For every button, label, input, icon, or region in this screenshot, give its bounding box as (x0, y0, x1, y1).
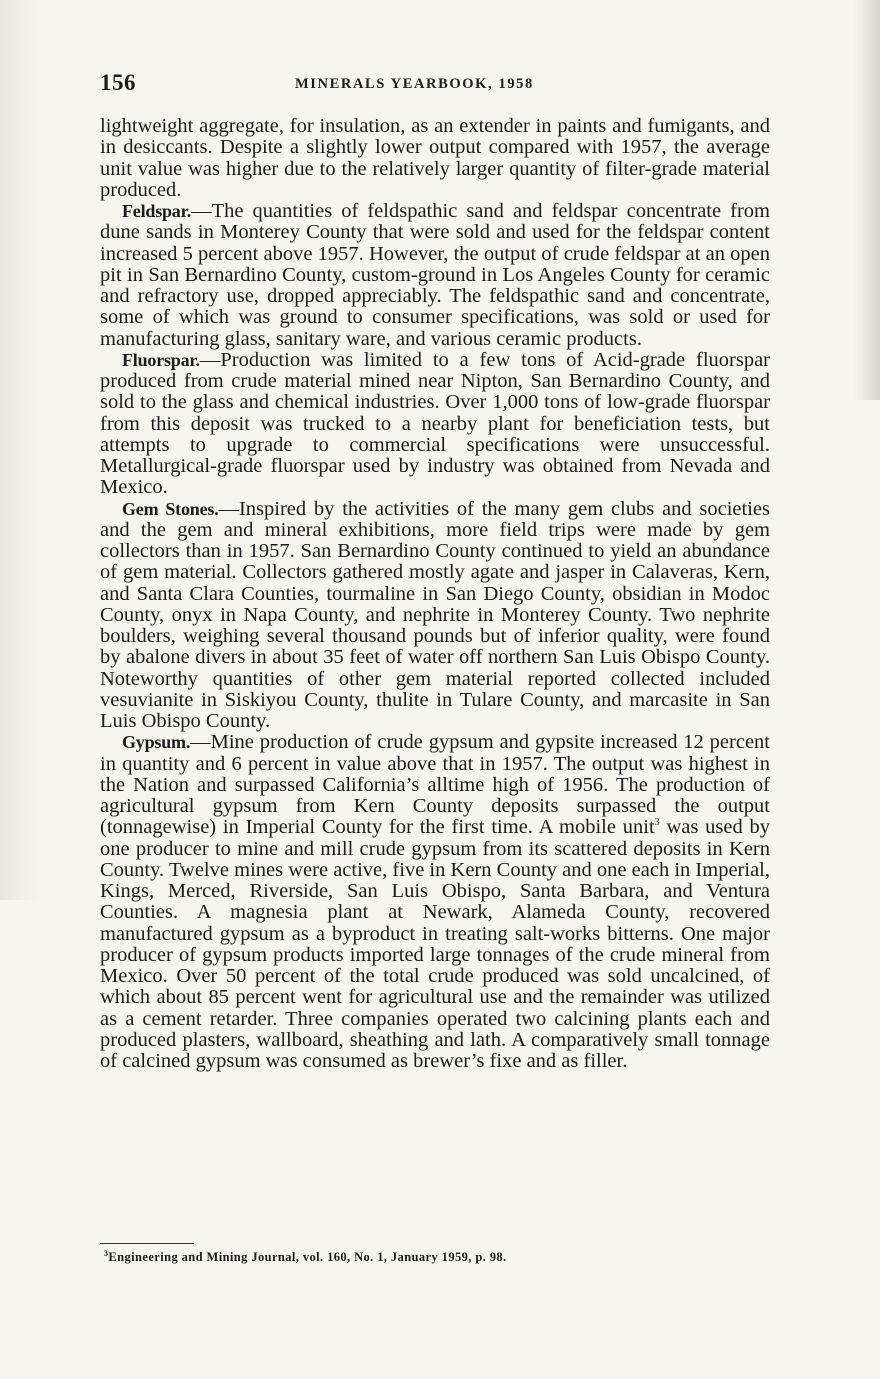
page-number: 156 (100, 70, 136, 95)
paragraph-feldspar (100, 201, 770, 350)
section-heading-feldspar: Feldspar. (122, 201, 192, 221)
footnote-divider (100, 1243, 194, 1244)
section-heading-gem-stones: Gem Stones. (122, 498, 219, 519)
body-text (100, 116, 770, 1072)
paragraph-gem-stones (100, 499, 770, 733)
paragraph-continuation (100, 116, 770, 201)
paragraph-gypsum (100, 732, 770, 1072)
paragraph-fluorspar (100, 350, 770, 499)
paragraph-text: —The quantities of feldspathic sand and feldspar concentrate from dune sands in Monterey County that were sold and used for the feldspar content increased 5 percent above 1957. However, the output of crude feldspar at an open pit in San Bernardino County, custom-ground in Los Angeles County for ceramic and refractory use, dropped appreciably. The feldspathic sand and concentrate, some of which was ground to consumer specifications, was sold or used for manufacturing glass, sanitary ware, and various ceramic products. (100, 200, 770, 350)
scan-edge-shadow-left (0, 0, 40, 900)
running-head: MINERALS YEARBOOK, 1958 (295, 76, 534, 92)
paragraph-text: lightweight aggregate, for insulation, as an extender in paints and fumigants, and in desiccants. Despite a slightly lower output compared with 1957, the average unit value was higher due to the relatively larger quantity of filter-grade material produced. (100, 115, 770, 201)
page-header (100, 70, 770, 106)
footnote-reference: 3 (654, 817, 660, 829)
paragraph-text: was used by one producer to mine and mill crude gypsum from its scattered deposits in Kern County. Twelve mines were active, five in Kern County and one each in Imperial, Kings, Merced, Riverside, San Luis Obispo, Santa Barbara, and Ventura Counties. A magnesia plant at Newark, Alameda County, recovered manufactured gypsum as a byproduct in treating salt-works bitterns. One major producer of gypsum products imported large tonnages of the crude mineral from Mexico. Over 50 percent of the total crude produced was sold uncalcined, of which about 85 percent went for agricultural use and the remainder was utilized as a cement retarder. Three companies operated two calcining plants each and produced plasters, wallboard, sheathing and lath. A comparatively small tonnage of calcined gypsum was consumed as brewer’s fixe and as filler. (100, 816, 770, 1072)
paragraph-text: —Production was limited to a few tons of Acid-grade fluorspar produced from crude material mined near Nipton, San Bernardino County, and sold to the glass and chemical industries. Over 1,000 tons of low-grade fluorspar from this deposit was trucked to a nearby plant for beneficiation tests, but attempts to upgrade to commercial specifications were unsuccessful. Metallurgical-grade fluorspar used by industry was obtained from Nevada and Mexico. (100, 348, 770, 499)
scan-edge-shadow-right (854, 0, 880, 400)
footnote (104, 1250, 770, 1265)
footnote-text: Engineering and Mining Journal, vol. 160, No. 1, January 1959, p. 98. (108, 1250, 507, 1264)
section-heading-gypsum: Gypsum. (122, 732, 191, 753)
section-heading-fluorspar: Fluorspar. (122, 349, 200, 370)
paragraph-text: —Inspired by the activities of the many gem clubs and societies and the gem and mineral exhibitions, more field trips were made by gem collectors than in 1957. San Bernardino County continued to yield an abundance of gem material. Collectors gathered mostly agate and jasper in Calaveras, Kern, and Santa Clara Counties, tourmaline in San Diego County, obsidian in Modoc County, onyx in Napa County, and nephrite in Monterey County. Two nephrite boulders, weighing several thousand pounds but of inferior quality, were found by abalone divers in about 35 feet of water off northern San Luis Obispo County. Noteworthy quantities of other gem material reported collected included vesuvianite in Siskiyou County, thulite in Tulare County, and marcasite in San Luis Obispo County. (100, 497, 770, 732)
paragraph-text: —Mine production of crude gypsum and gypsite increased 12 percent in quantity and 6 percent in value above that in 1957. The output was highest in the Nation and surpassed California’s alltime high of 1956. The production of agricultural gypsum from Kern County deposits surpassed the output (tonnagewise) in Imperial County for the first time. A mobile unit (100, 731, 770, 839)
footnote-marker: 3 (104, 1248, 109, 1258)
